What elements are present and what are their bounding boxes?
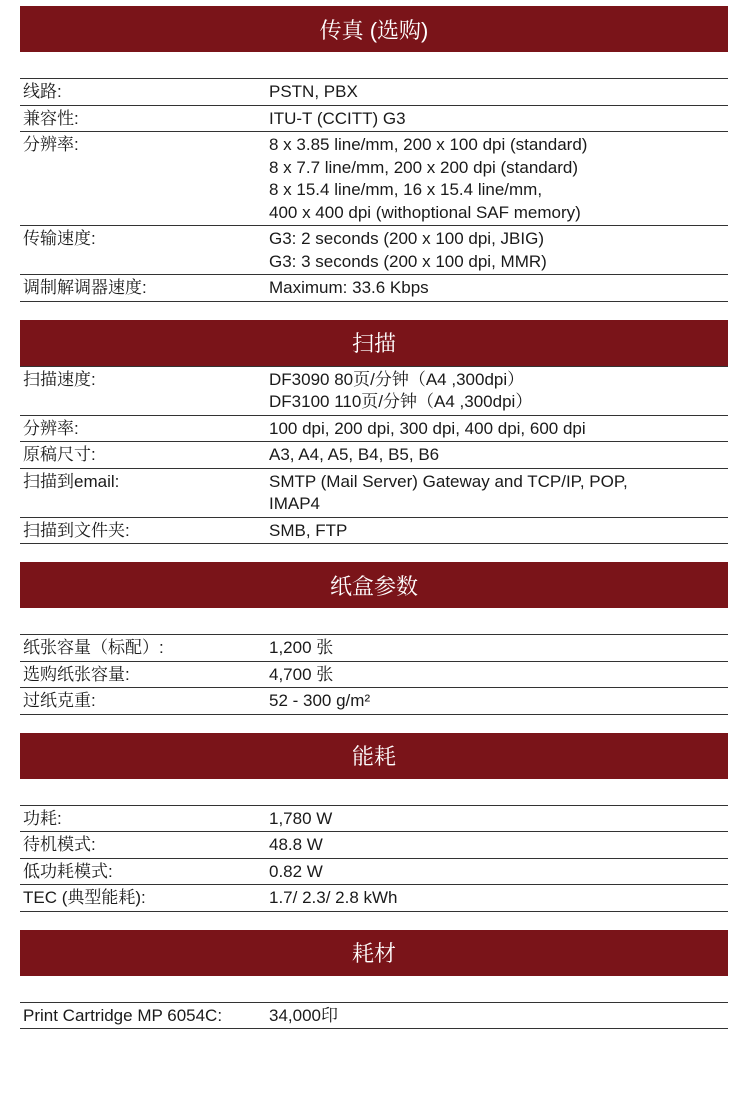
section-paper [20, 562, 728, 715]
spec-label: 线路: [23, 82, 62, 101]
spec-label: 传输速度: [23, 229, 96, 248]
spec-label: TEC (典型能耗): [23, 888, 146, 907]
spec-label: 调制解调器速度: [23, 278, 147, 297]
spec-value: A3, A4, A5, B4, B5, B6 [269, 445, 440, 464]
spec-label: Print Cartridge MP 6054C: [23, 1005, 223, 1025]
spec-value: SMTP (Mail Server) Gateway and TCP/IP, POP, IMAP4 [269, 471, 628, 513]
spec-value: SMB, FTP [269, 520, 348, 540]
section-title: 扫描 [20, 320, 728, 366]
spec-row [20, 832, 728, 859]
section-title: 能耗 [20, 733, 728, 779]
spec-value: 100 dpi, 200 dpi, 300 dpi, 400 dpi, 600 dpi [269, 418, 586, 438]
spec-label: 过纸克重: [23, 691, 96, 710]
spec-label: 低功耗模式: [23, 861, 113, 881]
spec-value: 1,200 张 [269, 638, 334, 657]
spec-value: Maximum: 33.6 Kbps [269, 278, 429, 297]
spec-row [20, 442, 728, 469]
spec-label: 功耗: [23, 808, 62, 828]
spec-sheet [20, 6, 728, 1029]
spec-row [20, 132, 728, 226]
section-power [20, 733, 728, 912]
spec-row [20, 275, 728, 302]
spec-value: DF3090 80页/分钟（A4 ,300dpi） DF3100 110页/分钟（A4 ,300dpi） [269, 369, 533, 411]
spec-table [20, 366, 728, 545]
spec-row [20, 106, 728, 133]
spec-value: 4,700 张 [269, 664, 334, 684]
section-title: 耗材 [20, 930, 728, 976]
spec-row [20, 662, 728, 689]
spec-label: 纸张容量（标配）: [23, 638, 164, 657]
spec-table [20, 805, 728, 912]
spec-label: 兼容性: [23, 108, 79, 128]
spec-label: 扫描速度: [23, 369, 96, 389]
section-title: 纸盒参数 [20, 562, 728, 608]
spec-value: 0.82 W [269, 861, 323, 881]
spec-label: 待机模式: [23, 835, 96, 854]
spec-label: 分辨率: [23, 418, 79, 438]
spec-table [20, 1002, 728, 1030]
spec-row [20, 469, 728, 518]
section-title: 传真 (选购) [20, 6, 728, 52]
spec-row [20, 226, 728, 275]
spec-row [20, 79, 728, 106]
spec-value: G3: 2 seconds (200 x 100 dpi, JBIG) G3: 3 seconds (200 x 100 dpi, MMR) [269, 229, 547, 271]
spec-value: 1,780 W [269, 808, 333, 828]
spec-label: 扫描到email: [23, 471, 120, 491]
spec-value: 34,000印 [269, 1005, 338, 1025]
spec-row [20, 635, 728, 662]
spec-row [20, 859, 728, 886]
spec-value: PSTN, PBX [269, 82, 358, 101]
spec-label: 选购纸张容量: [23, 664, 130, 684]
spec-row [20, 806, 728, 833]
spec-value: 1.7/ 2.3/ 2.8 kWh [269, 888, 398, 907]
section-fax [20, 6, 728, 302]
spec-value: 8 x 3.85 line/mm, 200 x 100 dpi (standard) 8 x 7.7 line/mm, 200 x 200 dpi (standard) 8 x 15.4 line/mm, 16 x 15.4 line/mm, 400 x 400 dpi (withoptional SAF memory) [269, 135, 588, 222]
spec-row [20, 688, 728, 715]
spec-row [20, 416, 728, 443]
spec-row [20, 1003, 728, 1030]
spec-label: 分辨率: [23, 135, 79, 154]
spec-row [20, 518, 728, 545]
spec-value: 48.8 W [269, 835, 323, 854]
spec-value: 52 - 300 g/m² [269, 691, 371, 710]
spec-value: ITU-T (CCITT) G3 [269, 108, 406, 128]
spec-table [20, 634, 728, 715]
spec-table [20, 78, 728, 302]
spec-row [20, 367, 728, 416]
section-scan [20, 320, 728, 545]
spec-row [20, 885, 728, 912]
spec-label: 原稿尺寸: [23, 445, 96, 464]
section-consumables [20, 930, 728, 1030]
spec-label: 扫描到文件夹: [23, 520, 130, 540]
